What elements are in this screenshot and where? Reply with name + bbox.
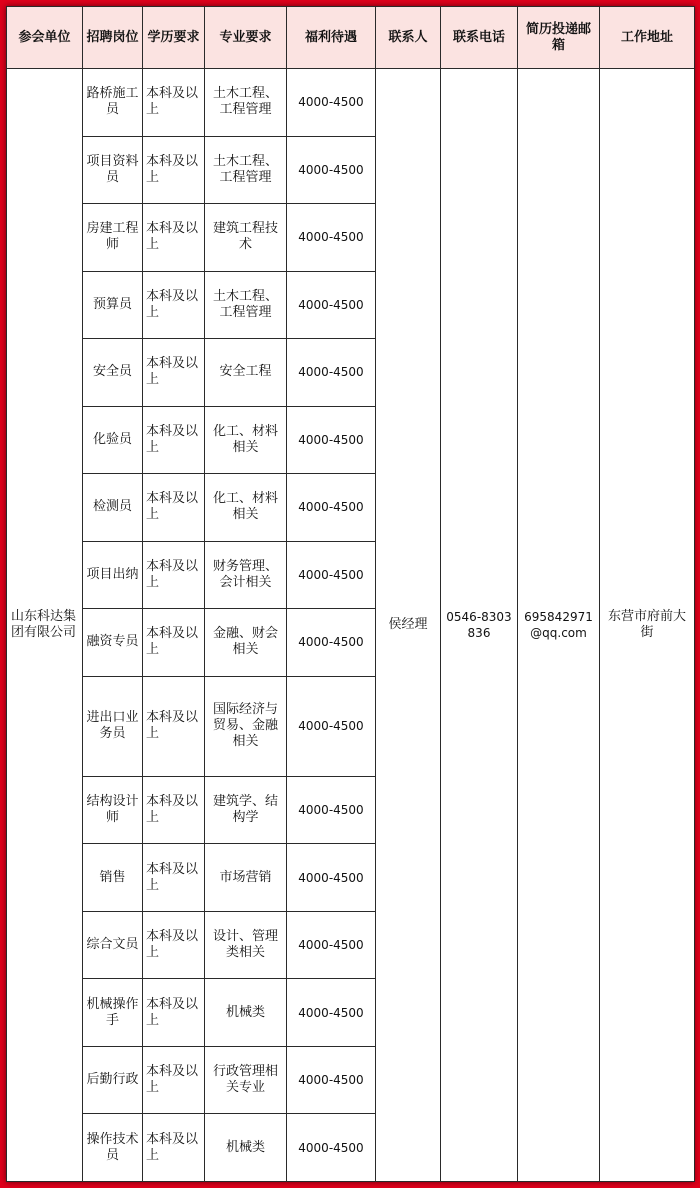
major-cell: 化工、材料相关 [205,406,287,474]
position-cell: 项目资料员 [83,136,143,204]
salary-cell: 4000-4500 [287,69,376,137]
major-cell: 化工、材料相关 [205,474,287,542]
header-contact: 联系人 [376,7,441,69]
header-email: 简历投递邮箱 [518,7,600,69]
header-position: 招聘岗位 [83,7,143,69]
major-cell: 建筑学、结构学 [205,776,287,844]
education-cell: 本科及以上 [143,541,205,609]
header-education: 学历要求 [143,7,205,69]
position-cell: 综合文员 [83,911,143,979]
header-salary: 福利待遇 [287,7,376,69]
education-cell: 本科及以上 [143,474,205,542]
education-cell: 本科及以上 [143,1114,205,1182]
phone-cell: 0546-8303836 [441,69,518,1182]
salary-cell: 4000-4500 [287,676,376,776]
company-cell: 山东科达集团有限公司 [7,69,83,1182]
education-cell: 本科及以上 [143,136,205,204]
salary-cell: 4000-4500 [287,406,376,474]
education-cell: 本科及以上 [143,609,205,677]
education-cell: 本科及以上 [143,1046,205,1114]
major-cell: 市场营销 [205,844,287,912]
major-cell: 金融、财会相关 [205,609,287,677]
position-cell: 进出口业务员 [83,676,143,776]
salary-cell: 4000-4500 [287,474,376,542]
salary-cell: 4000-4500 [287,541,376,609]
education-cell: 本科及以上 [143,979,205,1047]
salary-cell: 4000-4500 [287,204,376,272]
salary-cell: 4000-4500 [287,271,376,339]
education-cell: 本科及以上 [143,844,205,912]
major-cell: 土木工程、工程管理 [205,69,287,137]
position-cell: 房建工程师 [83,204,143,272]
major-cell: 土木工程、工程管理 [205,136,287,204]
position-cell: 融资专员 [83,609,143,677]
salary-cell: 4000-4500 [287,979,376,1047]
header-address: 工作地址 [600,7,695,69]
header-row [7,7,695,69]
address-cell: 东营市府前大街 [600,69,695,1182]
email-cell: 695842971@qq.com [518,69,600,1182]
major-cell: 行政管理相关专业 [205,1046,287,1114]
recruitment-table [6,6,695,1182]
position-cell: 安全员 [83,339,143,407]
header-company: 参会单位 [7,7,83,69]
position-cell: 后勤行政 [83,1046,143,1114]
header-major: 专业要求 [205,7,287,69]
salary-cell: 4000-4500 [287,776,376,844]
major-cell: 设计、管理类相关 [205,911,287,979]
position-cell: 机械操作手 [83,979,143,1047]
contact-cell: 侯经理 [376,69,441,1182]
salary-cell: 4000-4500 [287,609,376,677]
major-cell: 机械类 [205,1114,287,1182]
position-cell: 检测员 [83,474,143,542]
education-cell: 本科及以上 [143,406,205,474]
salary-cell: 4000-4500 [287,844,376,912]
major-cell: 土木工程、工程管理 [205,271,287,339]
major-cell: 机械类 [205,979,287,1047]
major-cell: 国际经济与贸易、金融相关 [205,676,287,776]
table-body [7,69,695,1182]
position-cell: 结构设计师 [83,776,143,844]
education-cell: 本科及以上 [143,69,205,137]
education-cell: 本科及以上 [143,776,205,844]
major-cell: 财务管理、会计相关 [205,541,287,609]
salary-cell: 4000-4500 [287,339,376,407]
education-cell: 本科及以上 [143,271,205,339]
table-row [7,69,695,137]
salary-cell: 4000-4500 [287,1114,376,1182]
salary-cell: 4000-4500 [287,136,376,204]
education-cell: 本科及以上 [143,339,205,407]
position-cell: 项目出纳 [83,541,143,609]
education-cell: 本科及以上 [143,911,205,979]
education-cell: 本科及以上 [143,676,205,776]
position-cell: 销售 [83,844,143,912]
major-cell: 安全工程 [205,339,287,407]
document-frame [6,6,694,1182]
salary-cell: 4000-4500 [287,911,376,979]
position-cell: 路桥施工员 [83,69,143,137]
position-cell: 化验员 [83,406,143,474]
major-cell: 建筑工程技术 [205,204,287,272]
header-phone: 联系电话 [441,7,518,69]
education-cell: 本科及以上 [143,204,205,272]
salary-cell: 4000-4500 [287,1046,376,1114]
position-cell: 预算员 [83,271,143,339]
position-cell: 操作技术员 [83,1114,143,1182]
